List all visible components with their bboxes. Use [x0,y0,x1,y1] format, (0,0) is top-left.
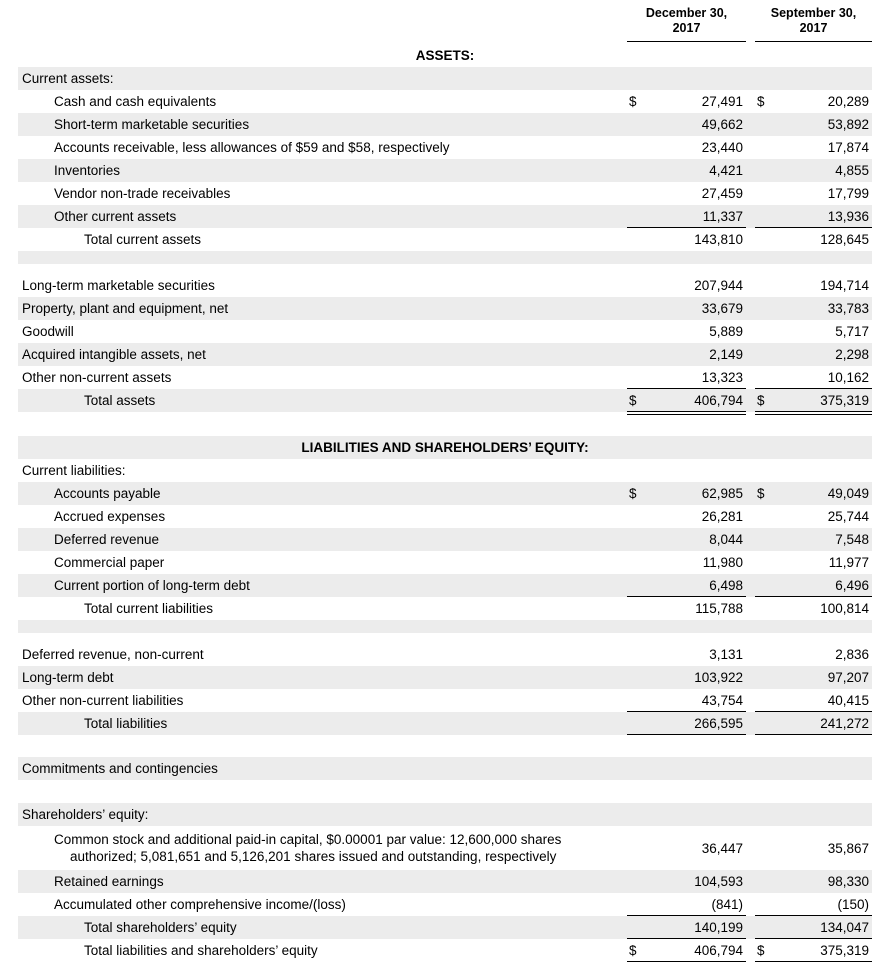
value-cell [755,297,872,320]
row-label: Property, plant and equipment, net [22,301,229,316]
value-cell [627,274,746,297]
amount: 4,855 [835,163,869,178]
amount: 406,794 [694,942,743,958]
row-common-stock-and-additional-paid-in-capital-0-00 [18,826,872,870]
row-vendor-non-trade-receivables [18,182,872,205]
value-cell [755,274,872,297]
column-header-line: September 30, [770,6,857,20]
amount: 7,548 [835,532,869,547]
amount: 20,289 [827,94,869,109]
value-cell [627,870,746,893]
row-label: Accounts payable [54,486,161,501]
value-cell [627,574,746,597]
value-cell [755,528,872,551]
amount: 49,662 [701,117,743,132]
row-other-current-assets [18,205,872,228]
amount: 17,874 [827,140,869,155]
spacer-row [18,264,872,274]
value-cell [627,916,746,939]
row-total-current-liabilities [18,597,872,620]
row-deferred-revenue-non-current [18,643,872,666]
row-accounts-payable [18,482,872,505]
column-header-line: 2017 [672,21,701,35]
row-shareholders-equity [18,803,872,826]
amount: 140,199 [694,919,743,935]
currency-symbol: $ [757,942,765,958]
value-cell [627,828,746,868]
row-current-liabilities [18,459,872,482]
currency-symbol: $ [629,486,637,501]
value-cell [755,574,872,597]
value-cell [627,939,746,962]
amount: 49,049 [827,486,869,501]
amount: 266,595 [694,715,743,731]
row-label: Accumulated other comprehensive income/(loss) [54,897,346,912]
row-label: Total current liabilities [84,601,214,616]
amount: 13,936 [827,208,869,224]
amount: (841) [711,896,743,912]
row-label: Total assets [84,393,156,408]
amount: 4,421 [709,163,743,178]
row-label: Short-term marketable securities [54,117,250,132]
spacer-row [18,412,872,436]
currency-symbol: $ [629,942,637,958]
amount: 5,889 [709,324,743,339]
value-cell [627,551,746,574]
amount: 33,679 [701,301,743,316]
row-label: Current portion of long-term debt [54,578,250,593]
amount: 43,754 [701,692,743,708]
value-cell [755,228,872,251]
spacer-row [18,735,872,757]
row-label: Long-term marketable securities [22,278,215,293]
row-commitments-and-contingencies [18,757,872,780]
amount: 128,645 [820,232,869,247]
row-label: Other non-current assets [22,370,172,385]
amount: 104,593 [694,874,743,889]
spacer-row [18,251,872,264]
row-cash-and-cash-equivalents [18,90,872,113]
amount: 10,162 [827,369,869,385]
row-accumulated-other-comprehensive-income-loss [18,893,872,916]
amount: 103,922 [694,670,743,685]
value-cell [627,389,746,412]
row-label: Cash and cash equivalents [54,94,217,109]
value-cell [755,551,872,574]
row-label: Total shareholders’ equity [84,920,237,935]
row-property-plant-and-equipment-net [18,297,872,320]
value-cell [755,90,872,113]
row-total-liabilities-and-shareholders-equity [18,939,872,962]
amount: 134,047 [820,919,869,935]
value-cell [755,366,872,389]
value-cell [627,528,746,551]
value-cell [755,597,872,620]
row-short-term-marketable-securities [18,113,872,136]
amount: 100,814 [820,601,869,616]
row-long-term-marketable-securities [18,274,872,297]
row-label: Shareholders’ equity: [22,807,149,822]
spacer-row [18,620,872,633]
amount: 26,281 [701,509,743,524]
value-cell [627,228,746,251]
value-cell [627,320,746,343]
row-label-line: Common stock and additional paid-in capital, $0.00001 par value: 12,600,000 shares [54,832,562,847]
column-header-period-1 [627,6,746,42]
row-label: Commitments and contingencies [22,761,218,776]
value-cell [755,939,872,962]
row-label: Vendor non-trade receivables [54,186,231,201]
amount: 3,131 [709,647,743,662]
value-cell [755,113,872,136]
amount: 25,744 [827,509,869,524]
amount: 62,985 [701,486,743,501]
amount: 33,783 [827,301,869,316]
row-label: Long-term debt [22,670,114,685]
row-accounts-receivable-less-allowances-of-59-and-58 [18,136,872,159]
amount: 36,447 [701,840,743,856]
row-label [18,831,627,865]
value-cell [627,113,746,136]
amount: 53,892 [827,117,869,132]
value-cell [755,136,872,159]
row-accrued-expenses [18,505,872,528]
column-header-period-2 [755,6,872,42]
amount: 40,415 [827,692,869,708]
row-total-liabilities [18,712,872,735]
value-cell [755,205,872,228]
row-other-non-current-liabilities [18,689,872,712]
value-cell [755,482,872,505]
value-cell [627,136,746,159]
amount: 2,149 [709,347,743,362]
currency-symbol: $ [757,392,765,408]
row-label: Retained earnings [54,874,164,889]
row-label: Accounts receivable, less allowances of $59 and $58, respectively [54,140,450,155]
amount: 241,272 [820,715,869,731]
row-label: Current assets: [22,71,114,86]
amount: 194,714 [820,278,869,293]
amount: 375,319 [820,942,869,958]
column-header-line: December 30, [645,6,728,20]
row-label: Goodwill [22,324,74,339]
value-cell [627,505,746,528]
amount: 6,496 [835,577,869,593]
row-label: Acquired intangible assets, net [22,347,206,362]
value-cell [755,505,872,528]
row-retained-earnings [18,870,872,893]
value-cell [627,712,746,735]
value-cell [755,689,872,712]
row-assets-section-title [18,44,872,67]
value-cell [755,712,872,735]
row-total-current-assets [18,228,872,251]
currency-symbol: $ [757,94,765,109]
row-label: Commercial paper [54,555,165,570]
spacer-row [18,780,872,803]
currency-symbol: $ [629,94,637,109]
amount: 6,498 [709,577,743,593]
row-label-line: authorized; 5,081,651 and 5,126,201 shares issued and outstanding, respectively [70,849,557,864]
value-cell [627,159,746,182]
row-current-assets [18,67,872,90]
row-label: Deferred revenue [54,532,160,547]
amount: 98,330 [827,874,869,889]
row-current-portion-of-long-term-debt [18,574,872,597]
row-label: Current liabilities: [22,463,126,478]
row-label: Other current assets [54,209,177,224]
value-cell [755,643,872,666]
amount: 406,794 [694,392,743,408]
row-total-shareholders-equity [18,916,872,939]
amount: 115,788 [695,601,743,616]
amount: 11,980 [702,555,743,570]
amount: 23,440 [701,140,743,155]
row-label: Accrued expenses [54,509,166,524]
value-cell [755,320,872,343]
value-cell [755,666,872,689]
row-inventories [18,159,872,182]
value-cell [627,182,746,205]
amount: 35,867 [827,840,869,856]
row-label: Inventories [54,163,121,178]
row-label: Total liabilities [84,716,168,731]
amount: 27,459 [701,186,743,201]
row-label: Deferred revenue, non-current [22,647,204,662]
currency-symbol: $ [757,486,765,501]
row-liabilities-and-shareholders-equity-section-title [18,436,872,459]
value-cell [627,205,746,228]
value-cell [755,389,872,412]
row-label: Other non-current liabilities [22,693,184,708]
currency-symbol: $ [629,392,637,408]
row-commercial-paper [18,551,872,574]
amount: 2,298 [835,347,869,362]
value-cell [627,90,746,113]
row-other-non-current-assets [18,366,872,389]
amount: 2,836 [835,647,869,662]
value-cell [755,916,872,939]
amount: 5,717 [835,324,869,339]
amount: 8,044 [709,532,743,547]
section-title: ASSETS: [415,48,475,63]
amount: 17,799 [827,186,869,201]
value-cell [755,182,872,205]
value-cell [755,343,872,366]
amount: (150) [837,896,869,912]
row-goodwill [18,320,872,343]
amount: 11,337 [702,208,743,224]
value-cell [627,482,746,505]
value-cell [627,893,746,916]
row-acquired-intangible-assets-net [18,343,872,366]
column-header-line: 2017 [799,21,828,35]
amount: 27,491 [701,94,743,109]
value-cell [627,689,746,712]
value-cell [627,643,746,666]
row-long-term-debt [18,666,872,689]
row-total-assets [18,389,872,412]
value-cell [755,159,872,182]
amount: 375,319 [820,392,869,408]
row-label: Total current assets [84,232,202,247]
amount: 13,323 [701,369,743,385]
section-title: LIABILITIES AND SHAREHOLDERS’ EQUITY: [301,440,589,455]
value-cell [627,666,746,689]
row-deferred-revenue [18,528,872,551]
value-cell [755,828,872,868]
value-cell [755,893,872,916]
row-label: Total liabilities and shareholders’ equity [84,943,318,958]
spacer-row [18,633,872,643]
value-cell [627,366,746,389]
value-cell [755,870,872,893]
amount: 207,944 [694,278,743,293]
value-cell [627,597,746,620]
amount: 11,977 [828,555,869,570]
value-cell [627,297,746,320]
balance-sheet-table [0,44,884,962]
amount: 143,810 [694,232,743,247]
amount: 97,207 [827,670,869,685]
column-header-row [18,2,872,42]
value-cell [627,343,746,366]
